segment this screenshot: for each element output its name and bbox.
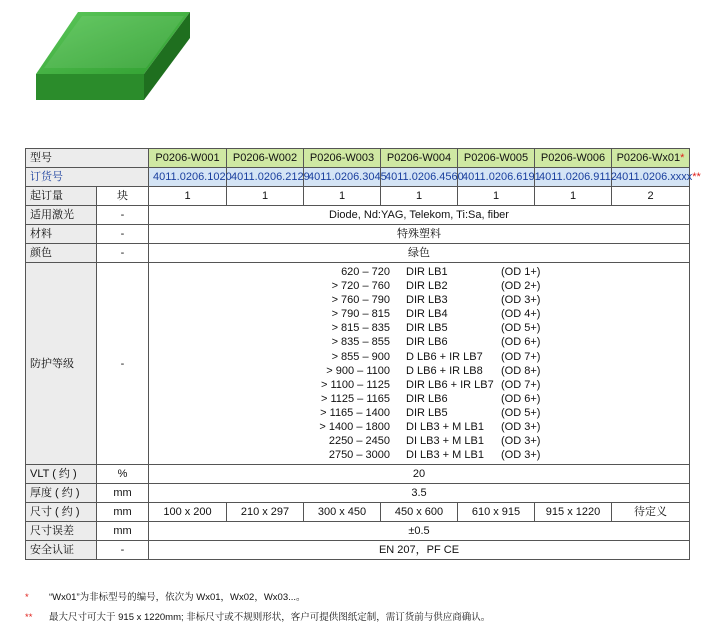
wavelength-range: > 1400 – 1800 bbox=[319, 421, 390, 434]
tolerance-unit: mm bbox=[97, 522, 149, 541]
min-qty-label: 起订量 bbox=[26, 187, 97, 206]
cert-value: EN 207，PF CE bbox=[149, 541, 690, 560]
model-text: P0206-Wx01 bbox=[616, 152, 681, 164]
protection-level-row bbox=[314, 350, 689, 364]
optical-density: (OD 1+) bbox=[501, 266, 541, 278]
footnote-mark: * bbox=[25, 592, 29, 603]
optical-density: (OD 7+) bbox=[501, 350, 541, 363]
wavelength-range: > 900 – 1100 bbox=[326, 364, 390, 377]
order-cell: 4011.0206.3045 bbox=[304, 168, 381, 187]
size-cell: 300 x 450 bbox=[304, 503, 381, 522]
protection-level: DI LB3 + M LB1 bbox=[406, 449, 484, 462]
color-row bbox=[26, 244, 690, 263]
vlt-row bbox=[26, 465, 690, 484]
wavelength-range: > 790 – 815 bbox=[331, 308, 390, 321]
laser-row bbox=[26, 206, 690, 225]
protection-unit: - bbox=[97, 263, 149, 465]
wavelength-range: > 760 – 790 bbox=[331, 294, 390, 307]
optical-density: (OD 3+) bbox=[501, 294, 541, 307]
optical-density: (OD 5+) bbox=[501, 406, 541, 419]
protection-levels-list bbox=[314, 265, 689, 462]
protection-level-row bbox=[314, 307, 689, 321]
color-unit: - bbox=[97, 244, 149, 263]
model-row bbox=[26, 149, 690, 168]
size-row bbox=[26, 503, 690, 522]
protection-row bbox=[26, 263, 690, 465]
protection-level-row bbox=[314, 364, 689, 378]
model-cell: P0206-W006 bbox=[535, 149, 612, 168]
model-cell: P0206-W005 bbox=[458, 149, 535, 168]
wavelength-range: 2250 – 2450 bbox=[328, 435, 390, 448]
protection-level-row bbox=[314, 335, 689, 349]
model-cell: P0206-W001 bbox=[149, 149, 227, 168]
order-cell-custom bbox=[612, 168, 701, 187]
min-qty-cell: 1 bbox=[149, 187, 227, 206]
protection-level-row bbox=[314, 279, 689, 293]
laser-label: 适用激光 bbox=[26, 206, 97, 225]
protection-level-row bbox=[314, 406, 689, 420]
footnote-text: 最大尺寸可大于 915 x 1220mm; 非标尺寸或不规则形状，客户可提供图纸定制，需订货前与供应商确认。 bbox=[49, 612, 491, 623]
model-cell: P0206-W003 bbox=[304, 149, 381, 168]
tolerance-value: ±0.5 bbox=[149, 522, 690, 541]
thickness-value: 3.5 bbox=[149, 484, 690, 503]
protection-level-row bbox=[314, 434, 689, 448]
protection-level-row bbox=[314, 392, 689, 406]
cert-row bbox=[26, 541, 690, 560]
protection-level: DIR LB6 + IR LB7 bbox=[406, 378, 494, 391]
tolerance-row bbox=[26, 522, 690, 541]
thickness-unit: mm bbox=[97, 484, 149, 503]
wavelength-range: 620 – 720 bbox=[341, 266, 390, 278]
optical-density: (OD 5+) bbox=[501, 322, 541, 335]
size-cell: 100 x 200 bbox=[149, 503, 227, 522]
vlt-label: VLT ( 约 ) bbox=[26, 465, 97, 484]
wavelength-range: > 835 – 855 bbox=[331, 336, 390, 349]
order-cell: 4011.0206.4560 bbox=[381, 168, 458, 187]
asterisk-mark: * bbox=[680, 152, 685, 164]
protection-label: 防护等级 bbox=[26, 263, 97, 465]
optical-density: (OD 4+) bbox=[501, 308, 541, 321]
protection-level: DIR LB3 bbox=[406, 294, 448, 307]
optical-density: (OD 3+) bbox=[501, 449, 541, 462]
min-qty-row bbox=[26, 187, 690, 206]
size-label: 尺寸 ( 约 ) bbox=[26, 503, 97, 522]
wavelength-range: > 1100 – 1125 bbox=[320, 378, 390, 391]
protection-level: DIR LB5 bbox=[406, 406, 448, 419]
order-cell: 4011.0206.1020 bbox=[149, 168, 227, 187]
cert-unit: - bbox=[97, 541, 149, 560]
order-cell: 4011.0206.2129 bbox=[227, 168, 304, 187]
protection-level: DIR LB5 bbox=[406, 322, 448, 335]
thickness-label: 厚度 ( 约 ) bbox=[26, 484, 97, 503]
min-qty-unit: 块 bbox=[97, 187, 149, 206]
protection-level: DIR LB6 bbox=[406, 336, 448, 349]
size-cell: 待定义 bbox=[612, 503, 690, 522]
vlt-value: 20 bbox=[149, 465, 690, 484]
footnote-mark: ** bbox=[25, 612, 33, 623]
min-qty-cell: 1 bbox=[381, 187, 458, 206]
optical-density: (OD 6+) bbox=[501, 336, 541, 349]
optical-density: (OD 7+) bbox=[501, 378, 541, 391]
wavelength-range: > 855 – 900 bbox=[331, 350, 390, 363]
spec-table bbox=[25, 148, 701, 560]
size-cell: 915 x 1220 bbox=[535, 503, 612, 522]
cert-label: 安全认证 bbox=[26, 541, 97, 560]
protection-level: DIR LB1 bbox=[406, 266, 448, 278]
footnote bbox=[25, 608, 490, 628]
min-qty-cell: 1 bbox=[458, 187, 535, 206]
protection-level-row bbox=[314, 448, 689, 462]
size-cell: 610 x 915 bbox=[458, 503, 535, 522]
vlt-unit: % bbox=[97, 465, 149, 484]
tolerance-label: 尺寸误差 bbox=[26, 522, 97, 541]
protection-level: DIR LB6 bbox=[406, 392, 448, 405]
optical-density: (OD 8+) bbox=[501, 364, 541, 377]
footnote bbox=[25, 588, 490, 608]
model-cell: P0206-W004 bbox=[381, 149, 458, 168]
size-cell: 450 x 600 bbox=[381, 503, 458, 522]
footnotes bbox=[25, 588, 490, 628]
order-cell: 4011.0206.9112 bbox=[535, 168, 612, 187]
order-row bbox=[26, 168, 690, 187]
thickness-row bbox=[26, 484, 690, 503]
optical-density: (OD 3+) bbox=[501, 435, 541, 448]
material-label: 材料 bbox=[26, 225, 97, 244]
color-label: 颜色 bbox=[26, 244, 97, 263]
optical-density: (OD 2+) bbox=[501, 280, 541, 293]
laser-unit: - bbox=[97, 206, 149, 225]
min-qty-cell: 2 bbox=[612, 187, 690, 206]
protection-level-row bbox=[314, 265, 689, 279]
color-value: 绿色 bbox=[149, 244, 690, 263]
min-qty-cell: 1 bbox=[304, 187, 381, 206]
min-qty-cell: 1 bbox=[535, 187, 612, 206]
wavelength-range: 2750 – 3000 bbox=[328, 449, 390, 462]
order-cell: 4011.0206.6191 bbox=[458, 168, 535, 187]
material-unit: - bbox=[97, 225, 149, 244]
optical-density: (OD 6+) bbox=[501, 392, 541, 405]
laser-value: Diode, Nd:YAG, Telekom, Ti:Sa, fiber bbox=[149, 206, 690, 225]
protection-level: D LB6 + IR LB7 bbox=[406, 350, 483, 363]
protection-level: DI LB3 + M LB1 bbox=[406, 435, 484, 448]
green-filter-plate-image bbox=[34, 8, 194, 104]
protection-level-row bbox=[314, 293, 689, 307]
size-cell: 210 x 297 bbox=[227, 503, 304, 522]
protection-level-row bbox=[314, 321, 689, 335]
wavelength-range: > 720 – 760 bbox=[331, 280, 390, 293]
min-qty-cell: 1 bbox=[227, 187, 304, 206]
wavelength-range: > 1125 – 1165 bbox=[320, 392, 390, 405]
model-cell: P0206-W002 bbox=[227, 149, 304, 168]
model-label: 型号 bbox=[26, 149, 149, 168]
order-text: 4011.0206.xxxx bbox=[616, 171, 693, 183]
protection-level-row bbox=[314, 378, 689, 392]
footnote-text: “Wx01”为非标型号的编号，依次为 Wx01，Wx02，Wx03...。 bbox=[49, 592, 306, 603]
protection-level-row bbox=[314, 420, 689, 434]
double-asterisk-mark: ** bbox=[692, 171, 701, 183]
optical-density: (OD 3+) bbox=[501, 421, 541, 434]
material-value: 特殊塑料 bbox=[149, 225, 690, 244]
wavelength-range: > 1165 – 1400 bbox=[320, 406, 390, 419]
order-label: 订货号 bbox=[26, 168, 149, 187]
size-unit: mm bbox=[97, 503, 149, 522]
protection-level: DI LB3 + M LB1 bbox=[406, 421, 484, 434]
model-cell-custom bbox=[612, 149, 690, 168]
protection-level: DIR LB2 bbox=[406, 280, 448, 293]
material-row bbox=[26, 225, 690, 244]
protection-level: D LB6 + IR LB8 bbox=[406, 364, 483, 377]
wavelength-range: > 815 – 835 bbox=[331, 322, 390, 335]
protection-level: DIR LB4 bbox=[406, 308, 448, 321]
protection-levels-cell bbox=[149, 263, 690, 465]
